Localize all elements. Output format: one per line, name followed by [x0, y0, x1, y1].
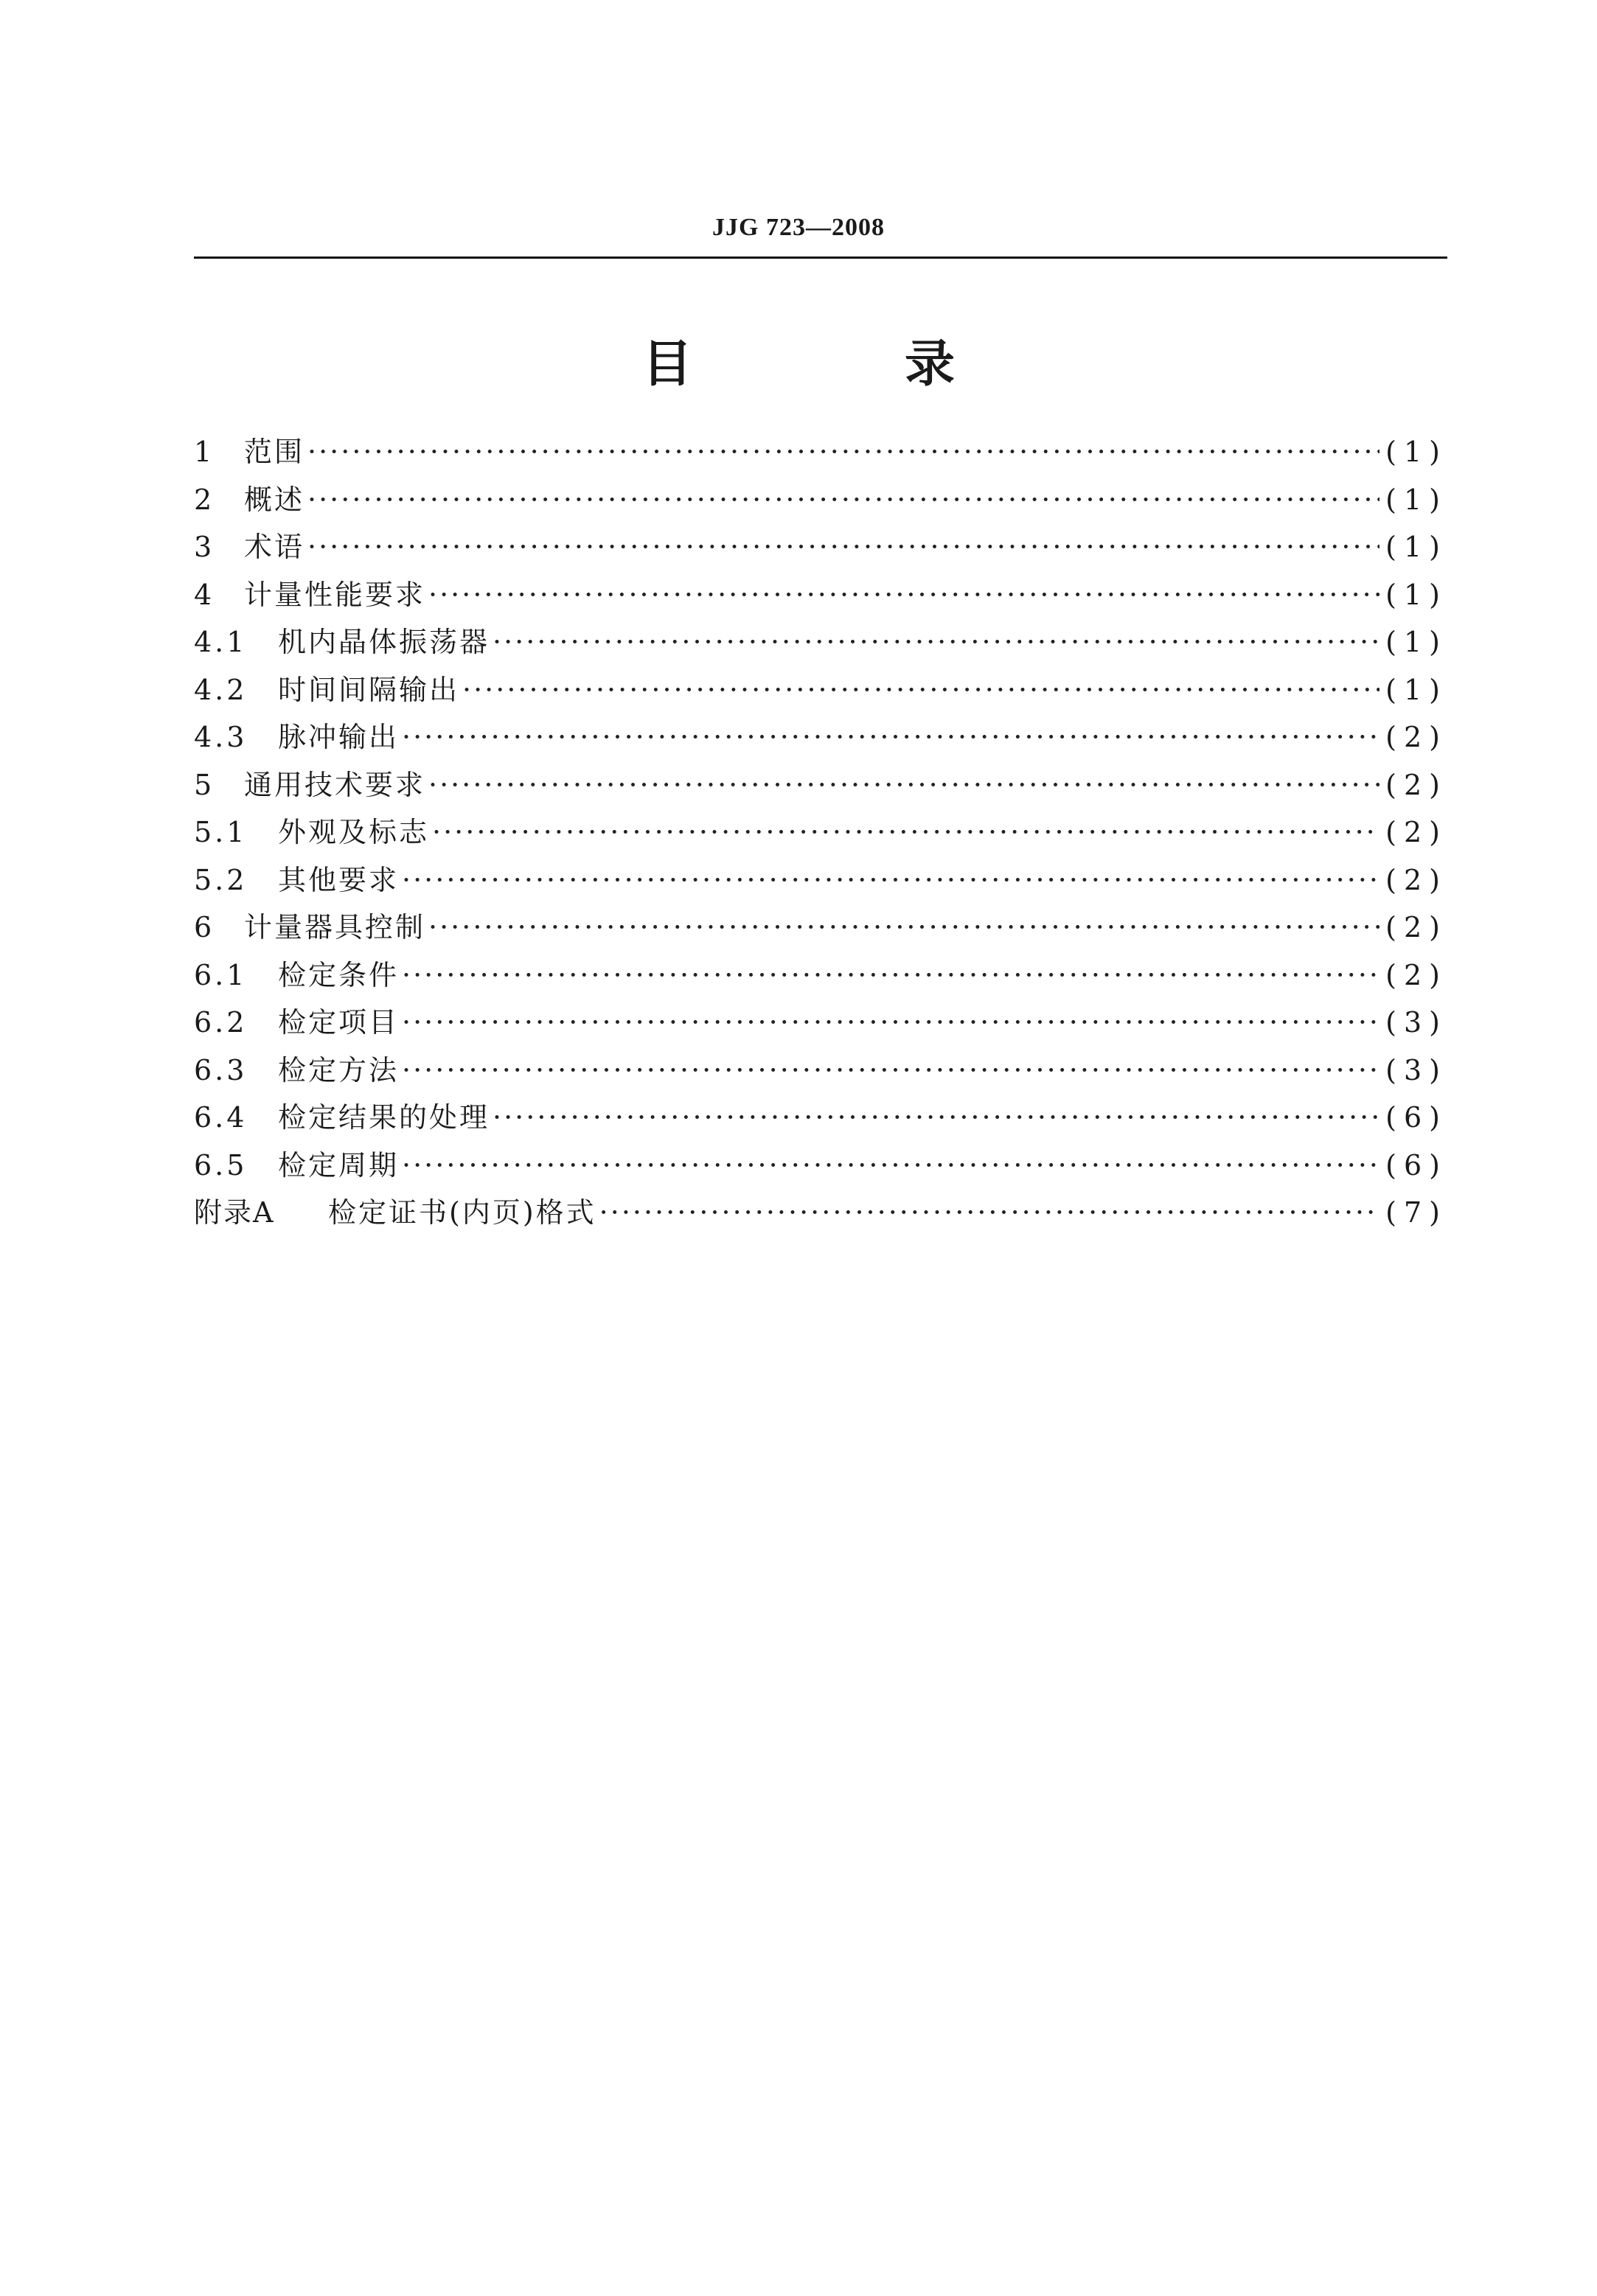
toc-entry[interactable] [194, 477, 1447, 525]
toc-entry-page: (6) [1385, 1148, 1447, 1182]
toc-entry-page: (1) [1385, 626, 1447, 658]
toc-entry-label: 检定周期 [278, 1148, 400, 1182]
toc-entry-label: 检定方法 [278, 1053, 400, 1086]
toc-dot-leader [402, 1054, 1379, 1086]
toc-entry[interactable] [194, 762, 1447, 810]
toc-entry-label: 检定结果的处理 [278, 1101, 490, 1134]
toc-entry-number: 1 [194, 436, 215, 468]
toc-dot-leader [493, 1101, 1379, 1134]
toc-entry-number: 5 [194, 768, 215, 801]
toc-entry-page: (1) [1385, 673, 1447, 706]
toc-entry-label: 检定项目 [278, 1006, 400, 1039]
toc-entry-page: (2) [1385, 911, 1447, 943]
toc-entry[interactable] [194, 857, 1447, 905]
toc-entry[interactable] [194, 1142, 1447, 1190]
toc-dot-leader [599, 1196, 1380, 1229]
toc-entry-number: 2 [194, 483, 215, 516]
toc-entry-number: 6.1 [194, 958, 248, 991]
toc-entry[interactable] [194, 1190, 1447, 1238]
header-divider [194, 257, 1447, 259]
toc-entry-number: 4.3 [194, 721, 248, 753]
toc-entry[interactable] [194, 429, 1447, 477]
toc-entry-label: 检定证书(内页)格式 [328, 1196, 596, 1229]
toc-entry-label: 外观及标志 [278, 816, 430, 848]
toc-entry[interactable] [194, 904, 1447, 952]
toc-entry[interactable] [194, 572, 1447, 620]
toc-entry-number: 4.1 [194, 626, 248, 658]
toc-entry-label: 概述 [244, 483, 305, 516]
toc-entry[interactable] [194, 524, 1447, 572]
toc-entry-page: (2) [1385, 768, 1447, 801]
toc-dot-leader [307, 436, 1379, 468]
toc-dot-leader [428, 769, 1379, 801]
toc-entry-page: (6) [1385, 1101, 1447, 1134]
toc-entry-page: (3) [1385, 1006, 1447, 1039]
toc-entry-page: (1) [1385, 531, 1447, 563]
toc-dot-leader [402, 959, 1379, 991]
toc-dot-leader [493, 626, 1379, 658]
toc-entry-number: 6.3 [194, 1053, 248, 1086]
toc-entry-label: 其他要求 [278, 863, 400, 896]
toc-title: 目 录 [641, 335, 1036, 394]
toc-entry-number: 4 [194, 578, 215, 611]
toc-dot-leader [402, 721, 1379, 753]
toc-entry-page: (3) [1385, 1053, 1447, 1086]
toc-dot-leader [402, 864, 1379, 896]
toc-entry-label: 脉冲输出 [278, 721, 400, 753]
toc-entry[interactable] [194, 667, 1447, 715]
toc-entry[interactable] [194, 1095, 1447, 1142]
toc-entry-number: 6 [194, 911, 215, 943]
toc-entry[interactable] [194, 1047, 1447, 1095]
toc-entry-number: 6.2 [194, 1006, 248, 1039]
toc-entry-page: (1) [1385, 578, 1447, 611]
toc-entry-page: (1) [1385, 483, 1447, 516]
toc-entry-number: 5.1 [194, 816, 248, 848]
standard-code-header: JJG 723—2008 [712, 214, 885, 241]
toc-entry-label: 检定条件 [278, 958, 400, 991]
toc-entry-page: (7) [1385, 1196, 1447, 1229]
toc-dot-leader [402, 1006, 1379, 1039]
toc-entry-number: 6.5 [194, 1148, 248, 1182]
toc-entry-label: 机内晶体振荡器 [278, 626, 490, 658]
toc-dot-leader [402, 1149, 1379, 1182]
toc-entry-label: 术语 [244, 531, 305, 563]
toc-dot-leader [307, 531, 1379, 563]
toc-entry-number: 3 [194, 531, 215, 563]
toc-entry[interactable] [194, 809, 1447, 857]
toc-entry[interactable] [194, 999, 1447, 1047]
toc-entry-page: (2) [1385, 721, 1447, 753]
toc-dot-leader [432, 816, 1379, 848]
toc-entry[interactable] [194, 952, 1447, 1000]
toc-entry-page: (1) [1385, 436, 1447, 468]
toc-entry-label: 通用技术要求 [244, 768, 426, 801]
toc-entry-label: 计量性能要求 [244, 578, 426, 611]
toc-entry-number: 6.4 [194, 1101, 248, 1134]
toc-dot-leader [462, 674, 1379, 706]
toc-entry-page: (2) [1385, 816, 1447, 848]
toc-entry-label: 计量器具控制 [244, 911, 426, 943]
toc-dot-leader [428, 579, 1379, 611]
table-of-contents [194, 429, 1447, 1238]
toc-dot-leader [428, 911, 1379, 943]
toc-entry-page: (2) [1385, 863, 1447, 896]
toc-entry-number: 5.2 [194, 863, 248, 896]
toc-entry-number: 附录A [194, 1196, 275, 1229]
toc-entry-label: 时间间隔输出 [278, 673, 460, 706]
toc-entry[interactable] [194, 619, 1447, 667]
toc-entry[interactable] [194, 714, 1447, 762]
toc-entry-page: (2) [1385, 958, 1447, 991]
toc-entry-label: 范围 [244, 436, 305, 468]
toc-dot-leader [307, 484, 1379, 516]
toc-entry-number: 4.2 [194, 673, 248, 706]
